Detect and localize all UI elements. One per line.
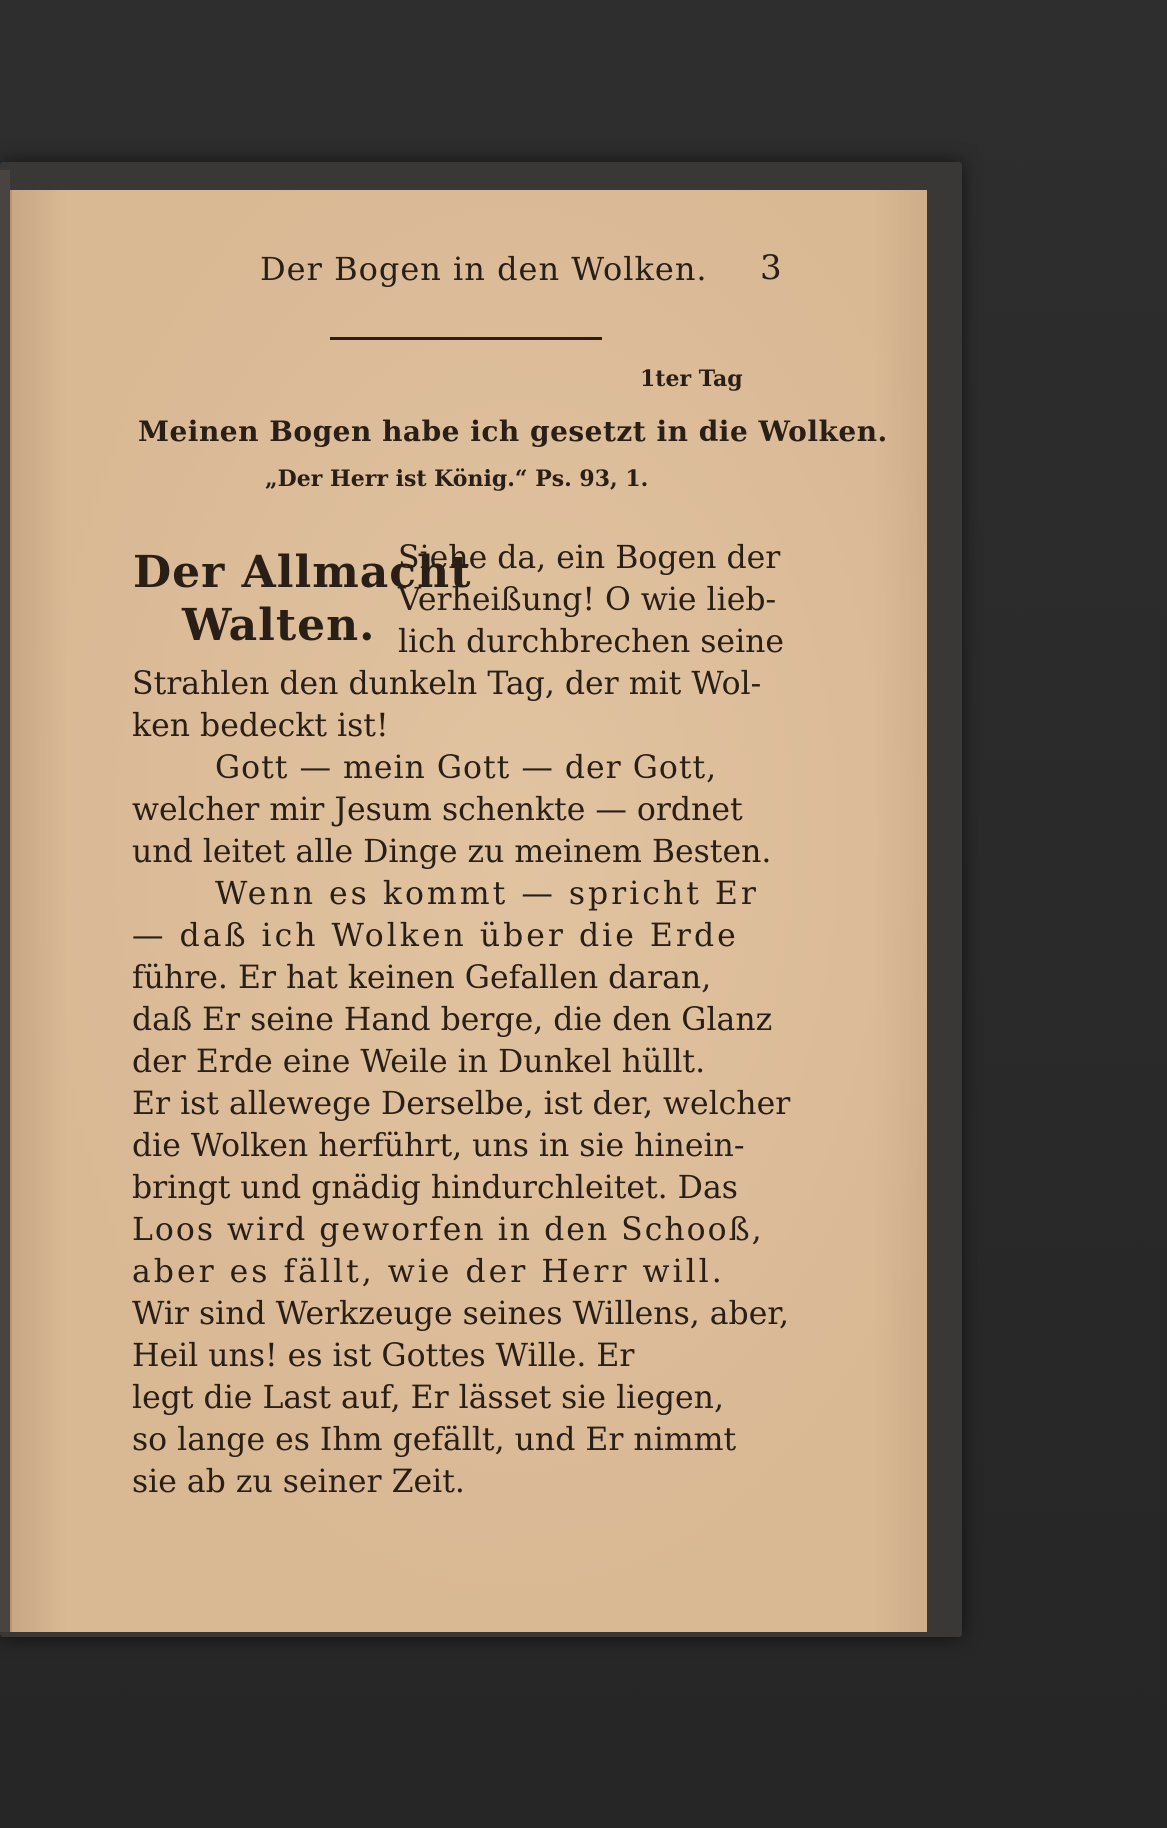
- body-text-line: — daß ich Wolken über die Erde: [132, 918, 739, 954]
- body-text-line: Gott — mein Gott — der Gott,: [215, 750, 718, 786]
- motto-verse: Meinen Bogen habe ich gesetzt in die Wolken.: [138, 415, 888, 448]
- body-text-line: ken bedeckt ist!: [132, 708, 389, 744]
- body-text-line: und leitet alle Dinge zu meinem Besten.: [132, 834, 772, 870]
- body-text-line: so lange es Ihm gefällt, und Er nimmt: [132, 1422, 737, 1458]
- body-text-line: Loos wird geworfen in den Schooß,: [132, 1212, 764, 1248]
- book-spine-edge: [0, 170, 10, 1632]
- body-text-line: Wenn es kommt — spricht Er: [215, 876, 759, 912]
- body-text-line: führe. Er hat keinen Gefallen daran,: [132, 960, 712, 996]
- body-text-line: sie ab zu seiner Zeit.: [132, 1464, 465, 1500]
- psalm-reference: „Der Herr ist König.“ Ps. 93, 1.: [265, 466, 649, 492]
- body-text-line: bringt und gnädig hindurchleitet. Das: [132, 1170, 738, 1206]
- body-text-line: legt die Last auf, Er lässet sie liegen,: [132, 1380, 724, 1416]
- body-text-line: lich durchbrechen seine: [398, 624, 785, 660]
- section-title-line: Der Allmacht: [133, 547, 472, 598]
- body-text-line: welcher mir Jesum schenkte — ordnet: [132, 792, 743, 828]
- body-text-line: Siehe da, ein Bogen der: [398, 540, 781, 576]
- header-rule: [330, 337, 602, 340]
- page-number: 3: [760, 248, 782, 288]
- section-title-line: Walten.: [182, 600, 376, 651]
- body-text-line: die Wolken herführt, uns in sie hinein-: [132, 1128, 745, 1164]
- body-text-line: daß Er seine Hand berge, die den Glanz: [132, 1002, 773, 1038]
- body-text-line: Wir sind Werkzeuge seines Willens, aber,: [132, 1296, 789, 1332]
- running-head: Der Bogen in den Wolken.: [260, 250, 708, 288]
- body-text-line: Heil uns! es ist Gottes Wille. Er: [132, 1338, 635, 1374]
- body-text-line: aber es fällt, wie der Herr will.: [132, 1254, 725, 1290]
- body-text-line: Strahlen den dunkeln Tag, der mit Wol-: [132, 666, 762, 702]
- body-text-line: Verheißung! O wie lieb-: [398, 582, 777, 618]
- body-text-line: der Erde eine Weile in Dunkel hüllt.: [132, 1044, 706, 1080]
- day-label: 1ter Tag: [640, 366, 743, 392]
- body-text-line: Er ist allewege Derselbe, ist der, welcher: [132, 1086, 791, 1122]
